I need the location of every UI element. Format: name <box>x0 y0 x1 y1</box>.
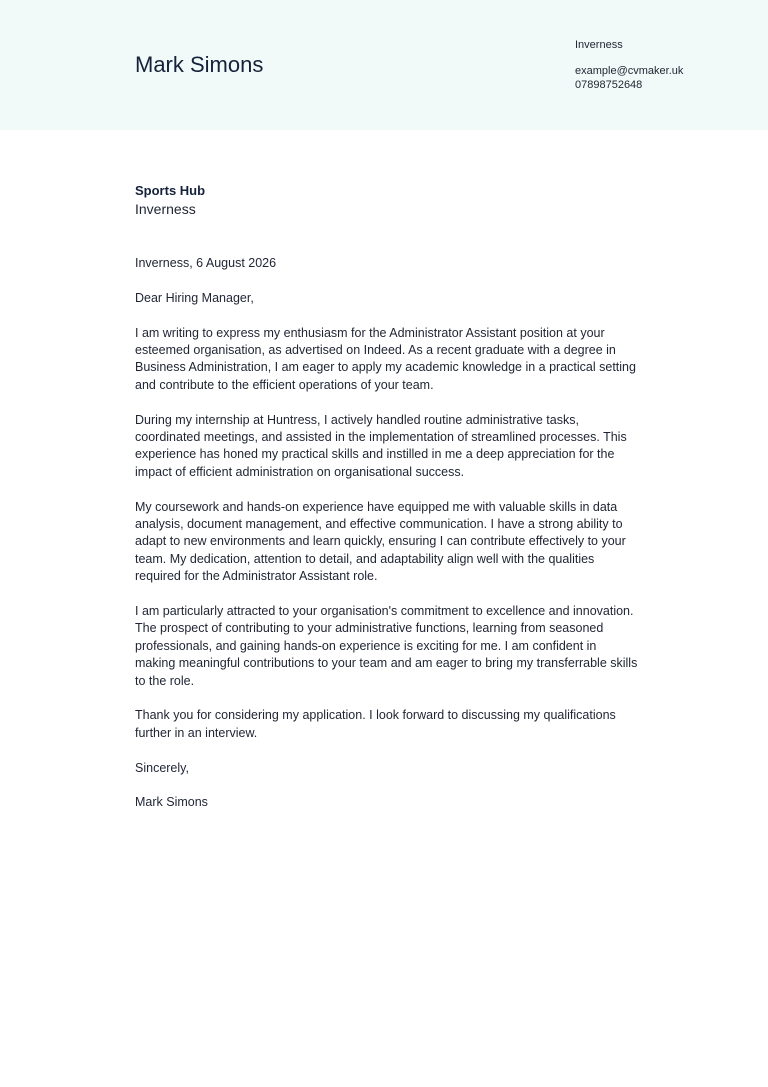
letter-body <box>135 255 640 829</box>
salutation: Dear Hiring Manager, <box>135 290 254 305</box>
sender-email: example@cvmaker.uk <box>575 65 684 77</box>
sender-name: Mark Simons <box>135 52 264 77</box>
body-paragraph: During my internship at Huntress, I actively handled routine administrative tasks, coordinated meetings, and assisted in the implementation of streamlined processes. This experience has honed my practical skills and instilled in me a deep appreciation for the impact of efficient administration on organisational success. <box>135 412 627 479</box>
closing: Sincerely, <box>135 760 189 775</box>
date-line: Inverness, 6 August 2026 <box>135 256 277 270</box>
signature: Mark Simons <box>135 795 208 810</box>
recipient-company: Sports Hub <box>135 183 206 198</box>
sender-contact-block <box>575 38 683 92</box>
body-paragraph: I am writing to express my enthusiasm for the Administrator Assistant position at your esteemed organisation, as advertised on Indeed. As a recent graduate with a degree in Business Administration, I am eager to apply my academic knowledge in a practical setting and contribute to the efficient operations of your team. <box>135 325 636 392</box>
body-paragraph: I am particularly attracted to your organisation's commitment to excellence and innovation. The prospect of contributing to your administrative functions, learning from seasoned professionals, and gaining hands-on experience is exciting for me. I am confident in making meaningful contributions to your team and am eager to bring my transferrable skills to the role. <box>135 604 638 688</box>
recipient-city: Inverness <box>135 201 196 217</box>
body-paragraph: Thank you for considering my application. I look forward to discussing my qualifications further in an interview. <box>135 708 616 740</box>
sender-city: Inverness <box>575 39 623 51</box>
sender-phone: 07898752648 <box>575 79 643 91</box>
recipient-block <box>135 182 205 218</box>
letter-header <box>0 0 768 130</box>
body-paragraph: My coursework and hands-on experience have equipped me with valuable skills in data analysis, document management, and effective communication. I have a strong ability to adapt to new environments and learn quickly, ensuring I can contribute effectively to your team. My dedication, attention to detail, and adaptability align well with the qualities required for the Administrator Assistant role. <box>135 499 626 584</box>
contact-spacer <box>575 52 683 64</box>
